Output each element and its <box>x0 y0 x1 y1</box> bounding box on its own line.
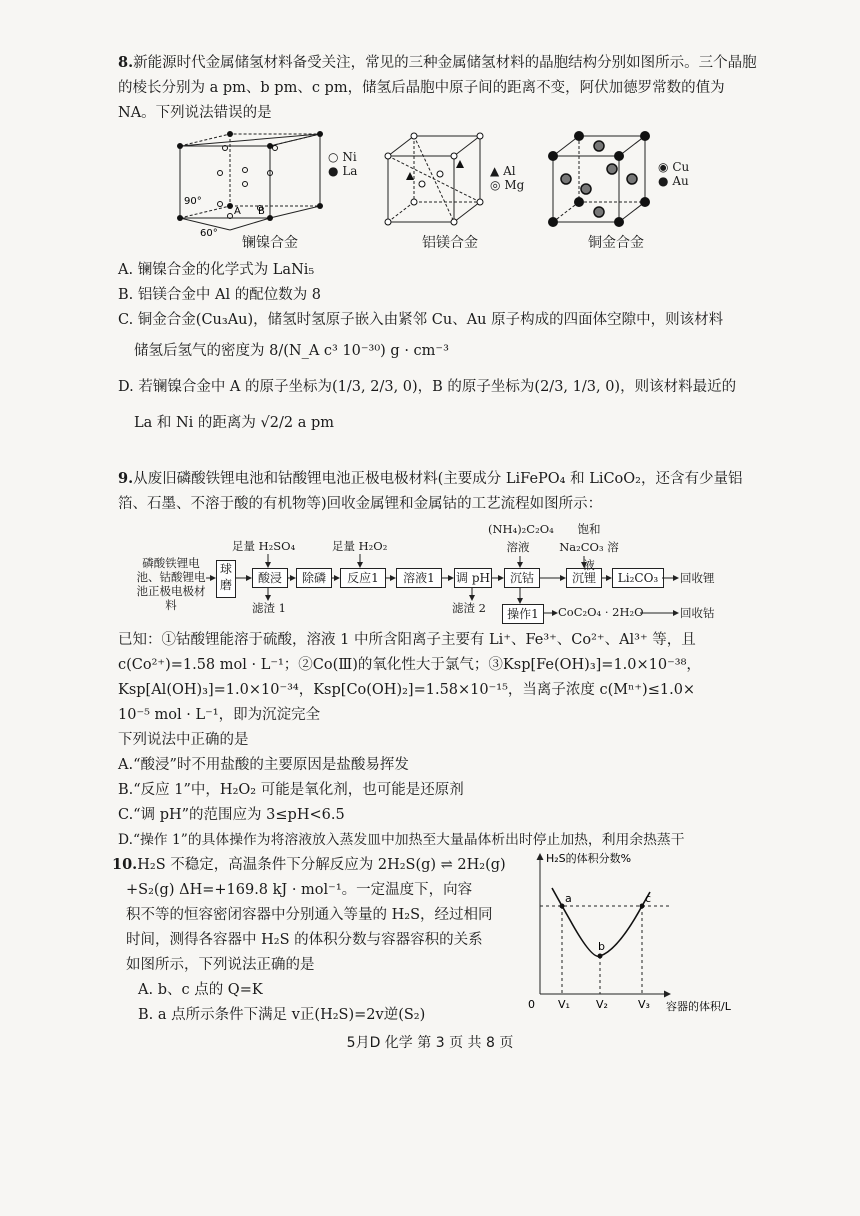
fig3-legend: ◉ Cu ● Au <box>658 160 690 188</box>
reagent-h2o2: 足量 H₂O₂ <box>332 539 388 553</box>
q10-stem-line3: 积不等的恒容密闭容器中分别通入等量的 H₂S，经过相同 <box>126 907 493 923</box>
q10-option-b: B. a 点所示条件下满足 v正(H₂S)=2v逆(S₂) <box>138 1007 426 1023</box>
reagent-sodium-carbonate: 饱和 Na₂CO₃ 溶液 <box>559 522 619 572</box>
flow-step-remove-phosphorus: 除磷 <box>296 568 332 588</box>
q9-ask: 下列说法中正确的是 <box>118 732 249 748</box>
question-9-known <box>118 628 758 853</box>
q9-option-b: B.“反应 1”中，H₂O₂ 可能是氧化剂，也可能是还原剂 <box>118 782 464 798</box>
x-tick-label: 0 <box>528 998 535 1011</box>
data-point-b <box>598 954 603 959</box>
flow-step-acid-leach: 酸浸 <box>252 568 288 588</box>
angle-90-label: 90° <box>184 196 202 207</box>
q8-option-c-line2: 储氢后氢气的密度为 8/(N_A c³ 10⁻³⁰) g · cm⁻³ <box>134 343 449 359</box>
q8-option-a: A. 镧镍合金的化学式为 LaNi₅ <box>118 262 315 278</box>
au-filled-circle-icon: ● <box>658 174 669 188</box>
flow-source: 磷酸铁锂电池、钴酸锂电池正极电极材料 <box>136 556 206 612</box>
q9-known-line1: 已知：①钴酸锂能溶于硫酸，溶液 1 中所含阳离子主要有 Li⁺、Fe³⁺、Co²⁺、Al³⁺ 等，且 <box>118 632 696 648</box>
point-b-label: B <box>258 206 265 217</box>
reagent-ammonium-oxalate: (NH₄)₂C₂O₄ 溶液 <box>488 522 554 554</box>
la-filled-circle-icon: ● <box>328 164 339 178</box>
q9-stem: 9.从废旧磷酸铁锂电池和钴酸锂电池正极电极材料(主要成分 LiFePO₄ 和 LiCoO₂，还含有少量铝箔、石墨、不溶于酸的有机物等)回收金属锂和金属钴的工艺流程如图所示： <box>118 470 743 512</box>
q10-stem-line1: 10.H₂S 不稳定，高温条件下分解反应为 2H₂S(g) ⇌ 2H₂(g) <box>112 856 506 873</box>
q8-option-d-line1: D. 若镧镍合金中 A 的原子坐标为(1/3, 2/3, 0)，B 的原子坐标为(2/3, 1/3, 0)，则该材料最近的 <box>118 379 737 395</box>
residue-1: 滤渣 1 <box>252 601 286 615</box>
angle-60-label: 60° <box>200 228 218 238</box>
q10-stem-line2: +S₂(g) ΔH=+169.8 kJ · mol⁻¹。一定温度下，向容 <box>126 882 473 898</box>
point-label-a: a <box>565 892 572 905</box>
h2s-volume-fraction-chart <box>520 848 760 1018</box>
x-tick-label: V₃ <box>638 998 650 1011</box>
question-10 <box>112 852 522 1028</box>
q9-known-line2: c(Co²⁺)=1.58 mol · L⁻¹；②Co(Ⅲ)的氧化性大于氯气；③Ksp[Fe(OH)₃]=1.0×10⁻³⁸， <box>118 657 701 673</box>
point-label-c: c <box>645 892 652 905</box>
q10-stem-line5: 如图所示，下列说法正确的是 <box>126 957 315 973</box>
q10-stem-line4: 时间，测得各容器中 H₂S 的体积分数与容器容积的关系 <box>126 932 483 948</box>
point-a-label: A <box>234 206 241 217</box>
al-triangle-icon: ▲ <box>490 164 500 178</box>
q8-option-b: B. 铝镁合金中 Al 的配位数为 8 <box>118 287 322 303</box>
x-axis-label: 容器的体积/L <box>666 1000 731 1013</box>
cu-ring-icon: ◉ <box>658 160 669 174</box>
flow-step-ball-mill: 球磨 <box>216 560 236 598</box>
x-tick-label: V₁ <box>558 998 570 1011</box>
fig1-caption: 镧镍合金 <box>242 235 298 251</box>
product-cobalt-oxalate: CoC₂O₄ · 2H₂O <box>558 605 644 619</box>
q8-stem: 8.新能源时代金属储氢材料备受关注，常见的三种金属储氢材料的晶胞结构分别如图所示。三个晶胞的棱长分别为 a pm、b pm、c pm，储氢后晶胞中原子间的距离不变，阿伏加德罗常数的值为 NA。下列说法错误的是 <box>118 54 757 121</box>
data-point-c <box>640 904 645 909</box>
q9-known-line4: 10⁻⁵ mol · L⁻¹，即为沉淀完全 <box>118 707 321 723</box>
product-recover-cobalt: 回收钴 <box>680 606 715 620</box>
flow-step-li2co3: Li₂CO₃ <box>612 568 664 588</box>
residue-2: 滤渣 2 <box>452 601 486 615</box>
fig1-legend: ○ Ni ● La <box>328 150 358 178</box>
q10-option-a: A. b、c 点的 Q=K <box>138 982 263 998</box>
product-recover-lithium: 回收锂 <box>680 571 715 585</box>
ni-open-circle-icon: ○ <box>328 150 339 164</box>
flow-step-solution-1: 溶液1 <box>396 568 442 588</box>
page-footer: 5月D 化学 第 3 页 共 8 页 <box>346 1035 514 1051</box>
q9-known-line3: Ksp[Al(OH)₃]=1.0×10⁻³⁴，Ksp[Co(OH)₂]=1.58×10⁻¹⁵，当离子浓度 c(Mⁿ⁺)≤1.0× <box>118 682 696 698</box>
q8-option-c-line1: C. 铜金合金(Cu₃Au)，储氢时氢原子嵌入由紧邻 Cu、Au 原子构成的四面体空隙中，则该材料 <box>118 312 724 328</box>
flow-step-adjust-ph: 调 pH <box>454 568 492 588</box>
flow-step-reaction-1: 反应1 <box>340 568 386 588</box>
q8-option-d-line2: La 和 Ni 的距离为 √2/2 a pm <box>134 415 335 431</box>
fig3-caption: 铜金合金 <box>588 235 644 251</box>
flow-step-precipitate-lithium: 沉锂 <box>566 568 602 588</box>
y-axis-label: H₂S的体积分数% <box>546 852 632 865</box>
flow-step-precipitate-cobalt: 沉钴 <box>504 568 540 588</box>
flow-step-operation-1: 操作1 <box>502 604 544 624</box>
q9-option-a: A.“酸浸”时不用盐酸的主要原因是盐酸易挥发 <box>118 757 409 773</box>
data-point-a <box>560 904 565 909</box>
mg-open-circle-icon: ◎ <box>490 178 501 192</box>
point-label-b: b <box>598 940 605 953</box>
q9-option-d: D.“操作 1”的具体操作为将溶液放入蒸发皿中加热至大量晶体析出时停止加热，利用余热蒸干 <box>118 832 685 848</box>
fig2-caption: 铝镁合金 <box>422 235 478 251</box>
reagent-h2so4: 足量 H₂SO₄ <box>232 539 296 553</box>
x-tick-label: V₂ <box>596 998 608 1011</box>
fig2-legend: ▲ Al ◎ Mg <box>490 164 525 192</box>
q9-option-c: C.“调 pH”的范围应为 3≤pH<6.5 <box>118 807 345 823</box>
